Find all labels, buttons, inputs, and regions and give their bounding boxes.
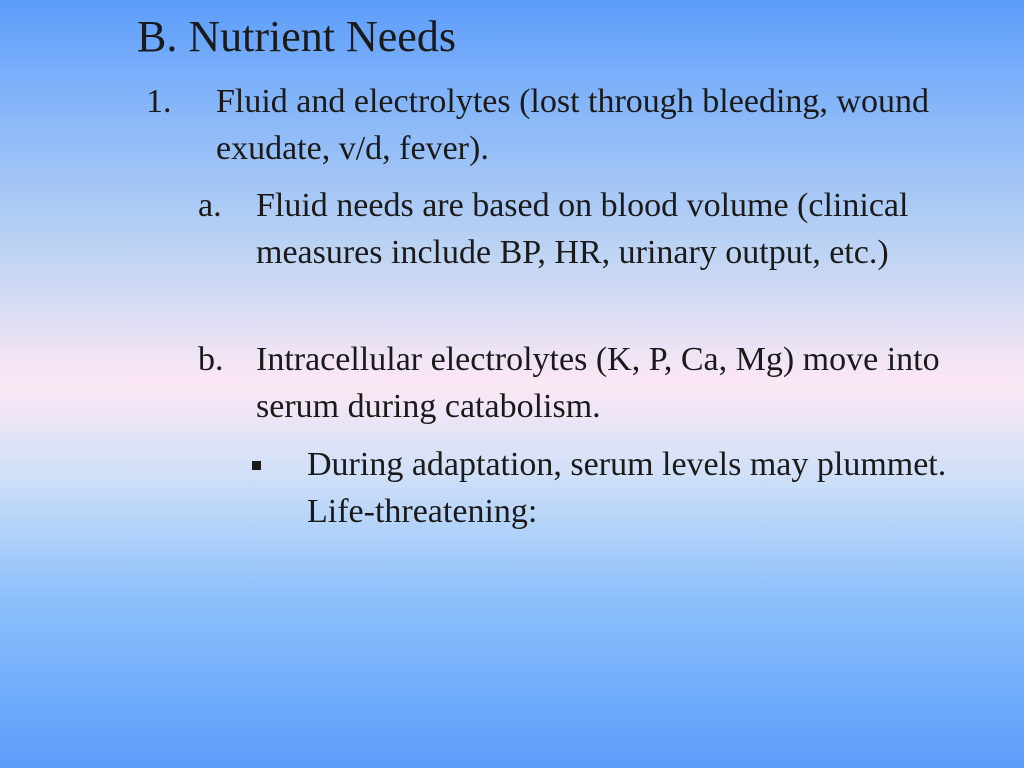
slide-title: B. Nutrient Needs [137,12,456,61]
list-item-1 [146,78,1006,172]
list-marker-a: a. [198,187,222,224]
bullet-item [252,441,992,535]
list-item-a [198,182,998,276]
list-item-b [198,336,998,430]
list-item-b-text: Intracellular electrolytes (K, P, Ca, Mg) move into serum during catabolism. [256,341,940,425]
list-item-a-text: Fluid needs are based on blood volume (clinical measures include BP, HR, urinary output, etc.) [256,187,909,271]
list-marker-1: 1. [146,83,172,120]
bullet-item-text: During adaptation, serum levels may plummet. Life-threatening: [307,446,947,530]
list-marker-b: b. [198,341,224,378]
square-bullet-icon [252,461,261,470]
list-item-1-text: Fluid and electrolytes (lost through bleeding, wound exudate, v/d, fever). [216,83,929,167]
